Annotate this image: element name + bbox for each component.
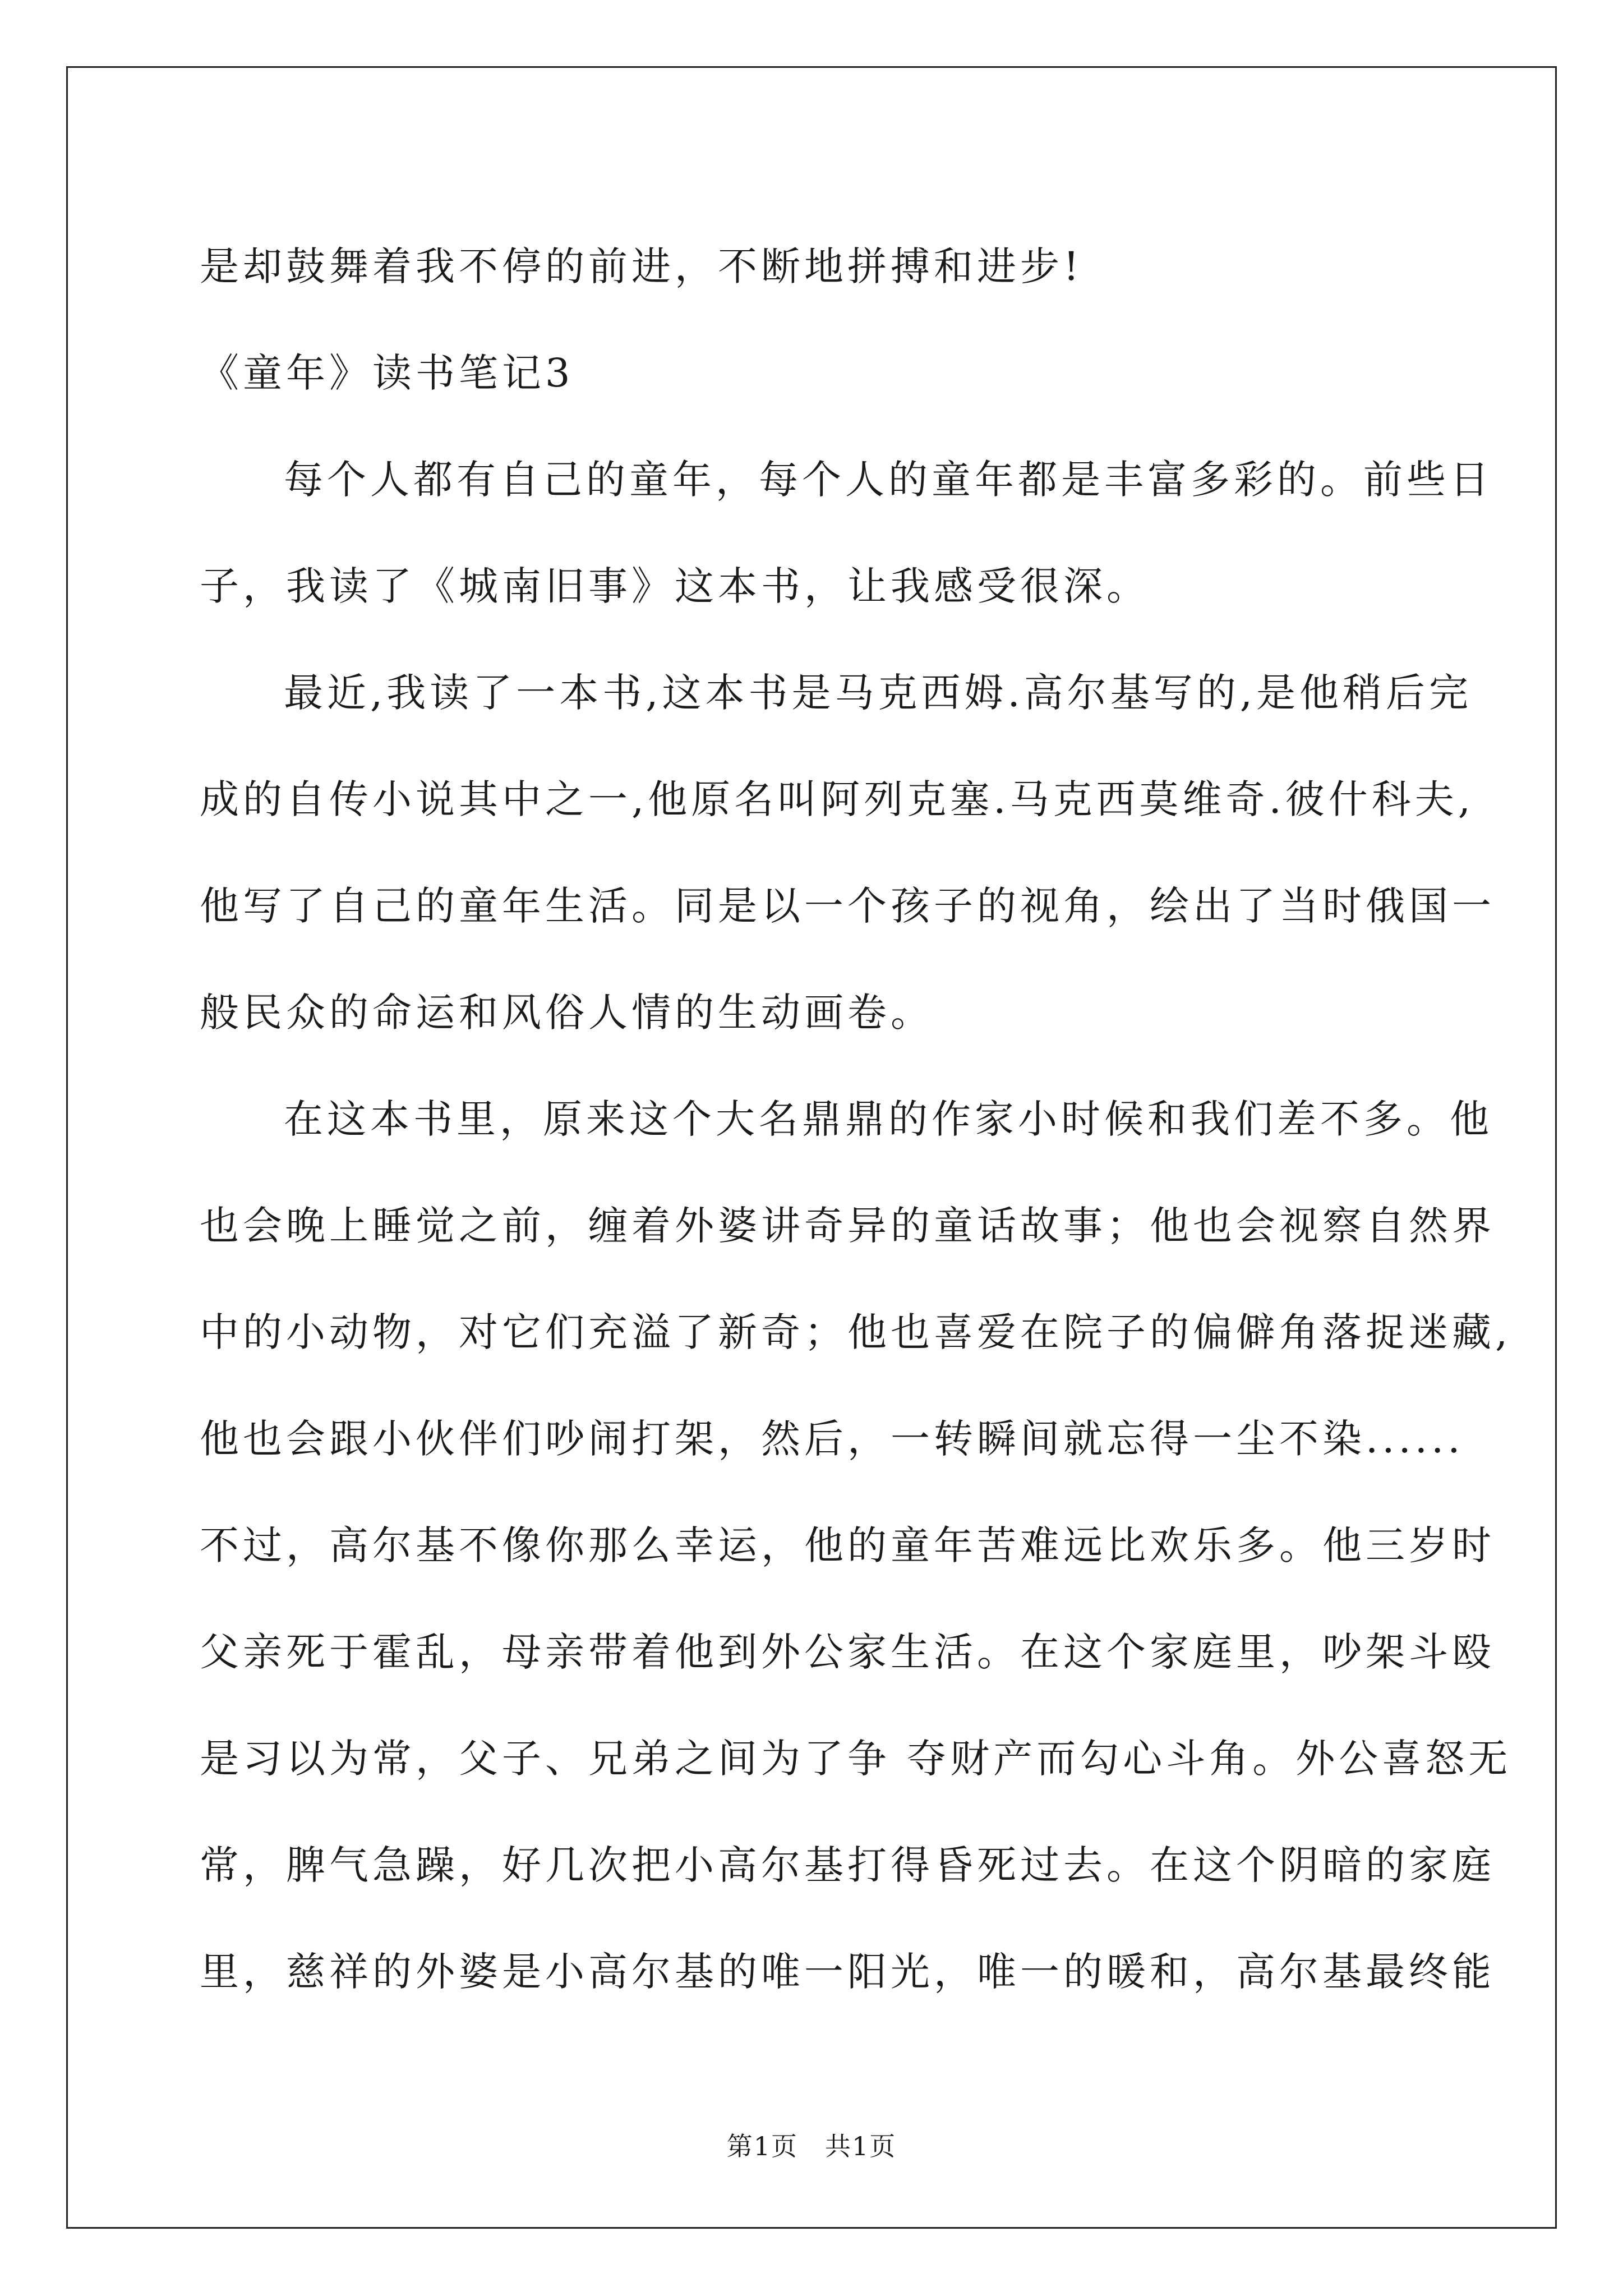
text-line: 不过，高尔基不像你那么幸运，他的童年苦难远比欢乐多。他三岁时 [200, 1522, 1495, 1568]
page-number-footer: 第1页 共1页 [726, 2131, 897, 2161]
text-line: 子，我读了《城南旧事》这本书，让我感受很深。 [200, 563, 1150, 609]
text-line: 成的自传小说其中之一,他原名叫阿列克塞.马克西莫维奇.彼什科夫, [200, 776, 1475, 822]
text-line: 里，慈祥的外婆是小高尔基的唯一阳光，唯一的暖和，高尔基最终能 [200, 1949, 1495, 1995]
text-line: 每个人都有自己的童年，每个人的童年都是丰富多彩的。前些日 [284, 457, 1493, 503]
text-line: 他也会跟小伙伴们吵闹打架，然后，一转瞬间就忘得一尘不染...... [200, 1416, 1464, 1462]
text-line: 父亲死于霍乱，母亲带着他到外公家生活。在这个家庭里，吵架斗殴 [200, 1629, 1495, 1675]
text-line: 他写了自己的童年生活。同是以一个孩子的视角，绘出了当时俄国一 [200, 883, 1495, 929]
text-line: 是习以为常，父子、兄弟之间为了争 夺财产而勾心斗角。外公喜怒无 [200, 1736, 1512, 1782]
section-heading: 《童年》读书笔记3 [200, 350, 574, 396]
text-line: 常，脾气急躁，好几次把小高尔基打得昏死过去。在这个阴暗的家庭 [200, 1842, 1495, 1888]
text-line: 最近,我读了一本书,这本书是马克西姆.高尔基写的,是他稍后完 [284, 670, 1473, 716]
text-line: 中的小动物，对它们充溢了新奇；他也喜爱在院子的偏僻角落捉迷藏, [200, 1309, 1512, 1355]
text-line: 也会晚上睡觉之前，缠着外婆讲奇异的童话故事；他也会视察自然界 [200, 1203, 1495, 1249]
text-line: 在这本书里，原来这个大名鼎鼎的作家小时候和我们差不多。他 [284, 1096, 1493, 1142]
text-line: 般民众的命运和风俗人情的生动画卷。 [200, 990, 934, 1036]
text-line: 是却鼓舞着我不停的前进，不断地拼搏和进步! [200, 243, 1083, 289]
document-body [200, 213, 1512, 2025]
